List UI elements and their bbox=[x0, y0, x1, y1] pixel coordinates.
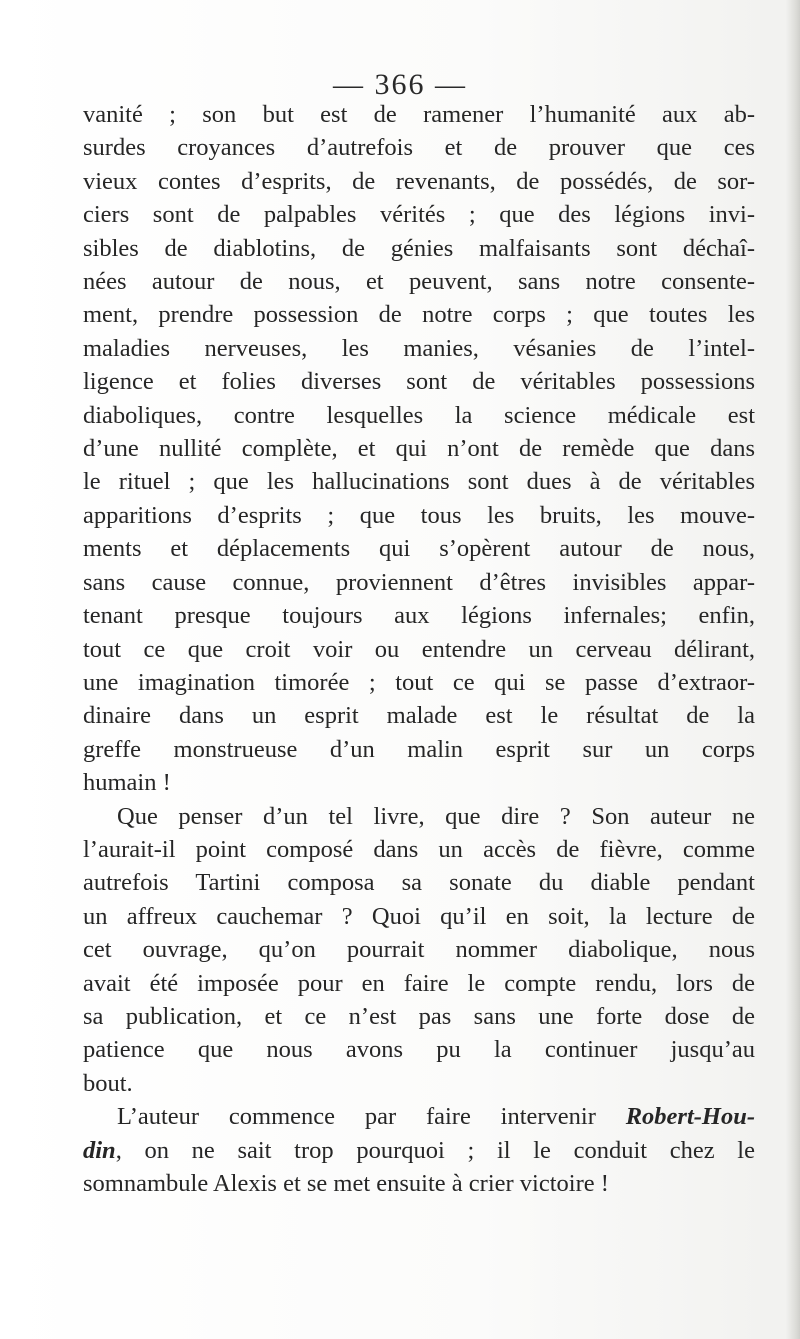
italic-name: din bbox=[83, 1136, 116, 1164]
text-line: cet ouvrage, qu’on pourrait nommer diabolique, nous bbox=[83, 936, 755, 964]
text-line: avait été imposée pour en faire le compte rendu, lors de bbox=[83, 969, 755, 997]
page-number: — 366 — bbox=[333, 68, 467, 101]
text-line: ment, prendre possession de notre corps ; que toutes les bbox=[83, 301, 755, 329]
text-segment: L’auteur commence par faire intervenir bbox=[117, 1103, 626, 1131]
italic-name: Robert-Hou- bbox=[625, 1103, 755, 1131]
text-line: sans cause connue, proviennent d’êtres invisibles appar- bbox=[83, 568, 755, 596]
text-line: ments et déplacements qui s’opèrent autour de nous, bbox=[83, 535, 755, 563]
text-line: une imagination timorée ; tout ce qui se passe d’extraor- bbox=[83, 668, 755, 696]
text-line: sa publication, et ce n’est pas sans une forte dose de bbox=[83, 1002, 755, 1030]
text-line: diaboliques, contre lesquelles la science médicale est bbox=[83, 401, 755, 429]
text-line: bout. bbox=[83, 1069, 133, 1097]
text-line: sibles de diablotins, de génies malfaisants sont déchaî- bbox=[83, 234, 755, 262]
page-edge-shadow bbox=[786, 0, 800, 1339]
text-line: apparitions d’esprits ; que tous les bruits, les mouve- bbox=[83, 501, 755, 529]
text-line: un affreux cauchemar ? Quoi qu’il en soit, la lecture de bbox=[83, 902, 755, 930]
text-lines bbox=[83, 98, 755, 1100]
text-line: greffe monstrueuse d’un malin esprit sur un corps bbox=[83, 735, 755, 763]
text-line: autrefois Tartini composa sa sonate du diable pendant bbox=[83, 869, 755, 897]
text-line: somnambule Alexis et se met ensuite à crier victoire ! bbox=[83, 1170, 609, 1197]
text-line: d’une nullité complète, et qui n’ont de remède que dans bbox=[83, 435, 755, 463]
text-line: dinaire dans un esprit malade est le résultat de la bbox=[83, 702, 755, 730]
text-line: l’aurait-il point composé dans un accès de fièvre, comme bbox=[83, 835, 755, 863]
text-line: tout ce que croit voir ou entendre un cerveau délirant, bbox=[83, 635, 755, 663]
text-line: nées autour de nous, et peuvent, sans notre consente- bbox=[83, 268, 755, 296]
text-line: ligence et folies diverses sont de véritables possessions bbox=[83, 368, 755, 396]
text-line: surdes croyances d’autrefois et de prouver que ces bbox=[83, 134, 755, 162]
text-line: vieux contes d’esprits, de revenants, de possédés, de sor- bbox=[83, 167, 755, 195]
text-line: patience que nous avons pu la continuer jusqu’au bbox=[83, 1036, 755, 1064]
text-line: le rituel ; que les hallucinations sont dues à de véritables bbox=[83, 468, 755, 496]
text-line bbox=[83, 1100, 755, 1133]
text-line bbox=[83, 1134, 755, 1167]
text-line: humain ! bbox=[83, 769, 171, 797]
text-line: vanité ; son but est de ramener l’humanité aux ab- bbox=[83, 101, 755, 128]
text-line: maladies nerveuses, les manies, vésanies de l’intel- bbox=[83, 334, 755, 362]
text-segment: , on ne sait trop pourquoi ; il le conduit chez le bbox=[115, 1136, 755, 1164]
text-line: tenant presque toujours aux légions infernales; enfin, bbox=[83, 602, 755, 630]
text-line: Que penser d’un tel livre, que dire ? Son auteur ne bbox=[117, 802, 755, 830]
body-text bbox=[83, 98, 755, 1200]
text-line: ciers sont de palpables vérités ; que des légions invi- bbox=[83, 201, 755, 229]
